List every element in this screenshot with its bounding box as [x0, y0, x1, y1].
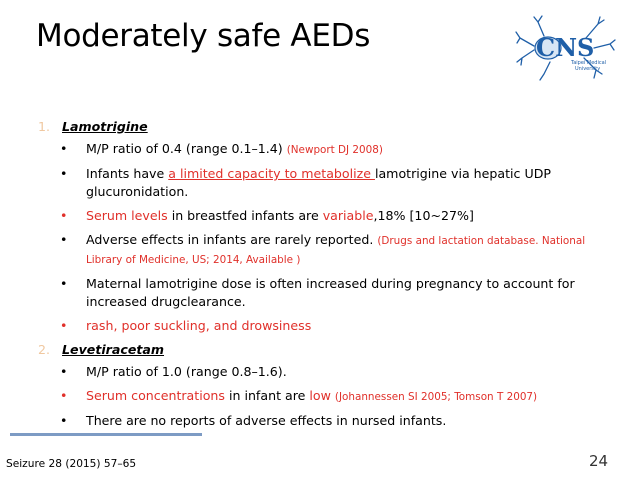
logo-line1: Taipei Medical: [571, 60, 607, 66]
bullet-text: M/P ratio of 0.4 (range 0.1–1.4): [86, 141, 287, 156]
highlight-text: a limited capacity to metabolize: [168, 166, 375, 181]
numbered-item-levetiracetam: [38, 341, 618, 359]
logo-line2: University: [575, 66, 601, 72]
highlight-text: Serum levels: [86, 208, 168, 223]
bullet-dot-icon: •: [60, 232, 68, 247]
bullet-text: There are no reports of adverse effects in nursed infants.: [86, 413, 447, 428]
bullet-mp-ratio-2: [60, 363, 616, 381]
citation: (Johannessen SI 2005; Tomson T 2007): [334, 391, 538, 403]
citation: (Drugs and lactation database. National Library of Medicine, US; 2014, Available ): [86, 235, 586, 266]
highlight-text-2: variable: [322, 208, 374, 223]
bullet-no-reports: [60, 412, 616, 430]
bullet-dot-icon: •: [60, 413, 68, 428]
bullet-mp-ratio: [60, 140, 616, 159]
logo-letters: CNS: [536, 33, 595, 62]
bullet-text: in infant are: [224, 388, 310, 403]
bullet-text-cont: lamotrigine via hepatic UDP glucuronidation.: [86, 166, 551, 199]
bullet-text: in breastfed infants are: [167, 208, 323, 223]
bullet-dot-icon: •: [60, 388, 68, 403]
bullet-dot-icon: •: [60, 364, 68, 379]
footer-citation: Seizure 28 (2015) 57–65: [6, 458, 137, 470]
item-label: Lamotrigine: [62, 119, 148, 134]
bullet-text: Adverse effects in infants are rarely reported.: [86, 232, 378, 247]
slide-title: Moderately safe AEDs: [36, 18, 371, 54]
highlight-text: rash, poor suckling, and drowsiness: [86, 318, 312, 333]
item-number: 1.: [38, 119, 51, 134]
bullet-dot-icon: •: [60, 141, 68, 156]
page-number: 24: [589, 452, 609, 470]
bullet-rash: [60, 317, 616, 335]
bullet-text-cont: ,18% [10~27%]: [373, 208, 474, 223]
bullet-maternal-dose: [60, 275, 616, 311]
cns-logo: [514, 12, 618, 84]
highlight-text-2: low: [309, 388, 331, 403]
bullet-dot-icon: •: [60, 318, 68, 333]
bullet-text: Maternal lamotrigine dose is often increased during pregnancy to account for increased drugclearance.: [86, 276, 575, 309]
bullet-adverse-effects: [60, 231, 616, 269]
bullet-metabolize: [60, 165, 616, 201]
numbered-item-lamotrigine: [38, 118, 618, 136]
bullet-text: M/P ratio of 1.0 (range 0.8–1.6).: [86, 364, 287, 379]
slide-content: [38, 118, 618, 436]
bullet-serum-concentrations: [60, 387, 616, 406]
item-number: 2.: [38, 342, 51, 357]
item-label: Levetiracetam: [62, 342, 165, 357]
citation: (Newport DJ 2008): [286, 144, 383, 156]
bullet-text: Infants have: [86, 166, 169, 181]
bullet-dot-icon: •: [60, 276, 68, 291]
highlight-text: Serum concentrations: [86, 388, 225, 403]
bullet-serum-levels: [60, 207, 616, 225]
bullet-dot-icon: •: [60, 166, 68, 181]
footer-divider: [10, 433, 202, 436]
bullet-dot-icon: •: [60, 208, 68, 223]
